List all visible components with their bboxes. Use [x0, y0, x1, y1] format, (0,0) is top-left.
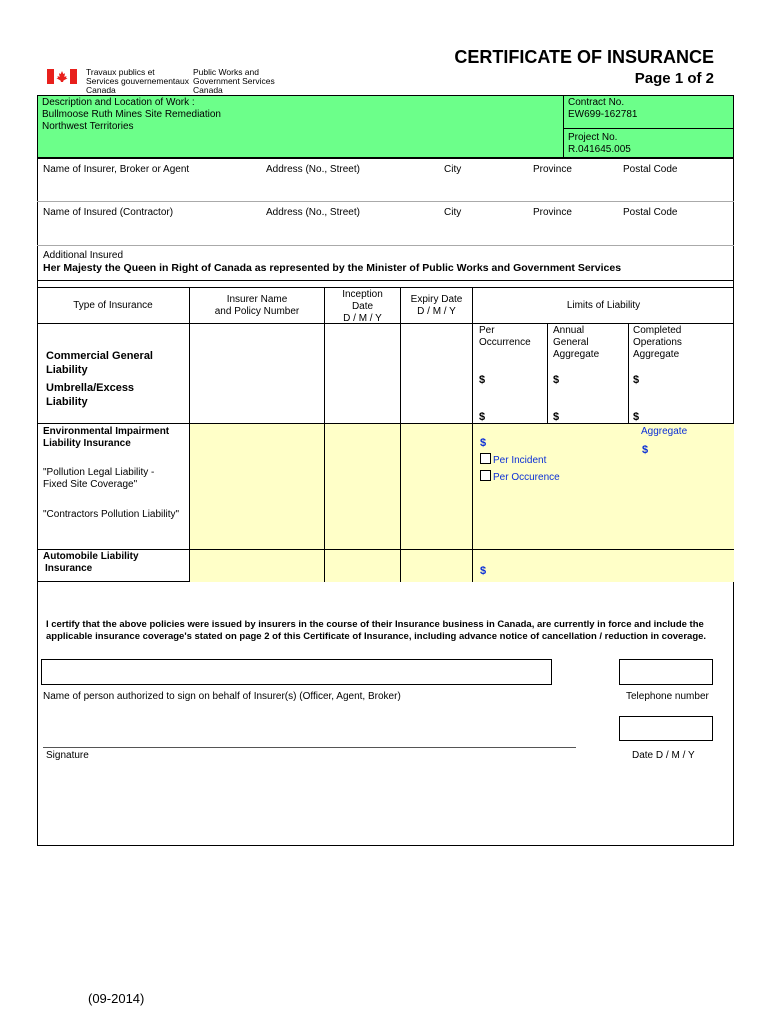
work-location-line: Northwest Territories	[42, 121, 134, 132]
auto-line: Automobile Liability	[43, 551, 139, 562]
contract-label: Contract No.	[568, 97, 625, 108]
pollution-legal-label	[43, 467, 154, 491]
auto-label	[43, 551, 139, 575]
header-line: and Policy Number	[214, 306, 300, 317]
col-type-header: Type of Insurance	[73, 300, 153, 311]
header-line: D / M / Y	[417, 306, 456, 317]
dept-fr-line: Canada	[86, 85, 116, 95]
col-inception-header	[325, 289, 400, 325]
work-label: Description and Location of Work :	[42, 97, 195, 108]
header-line: D / M / Y	[343, 313, 382, 324]
umbrella-per-occurrence-dollar: $	[479, 411, 486, 423]
col-insurer-header	[190, 294, 324, 318]
dept-en-line: Government Services	[193, 76, 275, 86]
subheader-line: Aggregate	[633, 349, 680, 360]
sub-annual-aggregate	[553, 325, 599, 361]
signature-line[interactable]	[43, 747, 576, 748]
canada-flag-icon	[47, 69, 77, 84]
insured-postal-label: Postal Code	[623, 207, 678, 218]
env-line: Environmental Impairment	[43, 426, 170, 437]
contractors-pollution-label: "Contractors Pollution Liability"	[43, 509, 180, 520]
authorized-name-label: Name of person authorized to sign on behalf of Insurer(s) (Officer, Agent, Broker)	[43, 691, 401, 702]
cgl-completed-dollar: $	[633, 374, 640, 386]
insurer-address-label: Address (No., Street)	[266, 164, 360, 175]
additional-insured-label: Additional Insured	[43, 250, 124, 261]
subheader-line: Annual	[553, 325, 585, 336]
subheader-line: General	[553, 337, 589, 348]
env-aggregate-dollar: $	[642, 444, 649, 456]
cgl-label	[46, 349, 153, 377]
umbrella-line: Liability	[46, 396, 88, 408]
umbrella-annual-dollar: $	[553, 411, 560, 423]
subheader-line: Aggregate	[553, 349, 600, 360]
page-number: Page 1 of 2	[634, 70, 714, 87]
additional-insured-text: Her Majesty the Queen in Right of Canada as represented by the Minister of Public Works and Government Services	[43, 262, 622, 274]
insured-name-label: Name of Insured (Contractor)	[43, 207, 174, 218]
subheader-line: Operations	[633, 337, 682, 348]
umbrella-completed-dollar: $	[633, 411, 640, 423]
col-limits-header: Limits of Liability	[566, 300, 641, 311]
contract-number	[568, 97, 638, 121]
pll-line: "Pollution Legal Liability -	[43, 467, 155, 478]
checkbox-icon[interactable]	[480, 453, 491, 464]
form-revision: (09-2014)	[88, 991, 145, 1006]
auto-limit-dollar: $	[480, 565, 487, 577]
per-occurence-label: Per Occurence	[493, 472, 560, 483]
insurer-province-label: Province	[533, 164, 572, 175]
checkbox-icon[interactable]	[480, 470, 491, 481]
page-title: CERTIFICATE OF INSURANCE	[454, 47, 714, 67]
project-number	[568, 132, 631, 156]
contract-value: EW699-162781	[568, 109, 638, 120]
dept-en-line: Public Works and	[193, 67, 259, 77]
insured-city-label: City	[444, 207, 462, 218]
dept-en-line: Canada	[193, 85, 223, 95]
cgl-per-occurrence-dollar: $	[479, 374, 486, 386]
header-line: Expiry Date	[410, 294, 463, 305]
cgl-annual-dollar: $	[553, 374, 560, 386]
department-name-en	[193, 68, 275, 95]
header-line: Inception	[342, 289, 383, 300]
telephone-field[interactable]	[619, 659, 713, 685]
authorized-name-field[interactable]	[41, 659, 552, 685]
dept-fr-line: Travaux publics et	[86, 67, 155, 77]
env-label	[43, 426, 169, 450]
insured-address-label: Address (No., Street)	[266, 207, 360, 218]
certification-text: I certify that the above policies were issued by insurers in the course of their Insurance business in Canada, are currently in force and include the applicable insurance coverage's stated on page 2 of this Certificate of Insurance, including advance notice of cancellation / reduction in coverage.	[46, 619, 707, 642]
insured-province-label: Province	[533, 207, 572, 218]
sub-completed-aggregate	[633, 325, 682, 361]
signature-label: Signature	[46, 750, 89, 761]
work-description	[42, 97, 221, 133]
per-occurence-option[interactable]	[480, 470, 560, 484]
telephone-label: Telephone number	[626, 691, 709, 702]
project-label: Project No.	[568, 132, 618, 143]
date-label: Date D / M / Y	[632, 750, 695, 761]
project-value: R.041645.005	[568, 144, 631, 155]
date-field[interactable]	[619, 716, 713, 741]
subheader-line: Occurrence	[479, 337, 531, 348]
per-incident-label: Per Incident	[493, 455, 547, 466]
subheader-line: Completed	[633, 325, 682, 336]
env-insurer-cell	[190, 423, 734, 582]
work-location-line: Bullmoose Ruth Mines Site Remediation	[42, 109, 221, 120]
department-name-fr	[86, 68, 189, 95]
sub-per-occurrence	[479, 325, 531, 349]
header-line: Insurer Name	[226, 294, 288, 305]
per-incident-option[interactable]	[480, 453, 546, 467]
cgl-line: Commercial General	[46, 350, 153, 362]
umbrella-line: Umbrella/Excess	[46, 382, 135, 394]
env-line: Liability Insurance	[43, 438, 131, 449]
insurer-city-label: City	[444, 164, 462, 175]
auto-line: Insurance	[45, 563, 93, 574]
header-line: Date	[351, 301, 374, 312]
env-aggregate-label: Aggregate	[641, 426, 688, 437]
insurer-name-label: Name of Insurer, Broker or Agent	[43, 164, 190, 175]
pll-line: Fixed Site Coverage"	[43, 479, 138, 490]
umbrella-label	[46, 381, 134, 409]
cgl-line: Liability	[46, 364, 88, 376]
col-expiry-header	[401, 294, 472, 318]
subheader-line: Per	[479, 325, 495, 336]
insurer-postal-label: Postal Code	[623, 164, 678, 175]
dept-fr-line: Services gouvernementaux	[86, 76, 190, 86]
env-limit-dollar: $	[480, 437, 487, 449]
